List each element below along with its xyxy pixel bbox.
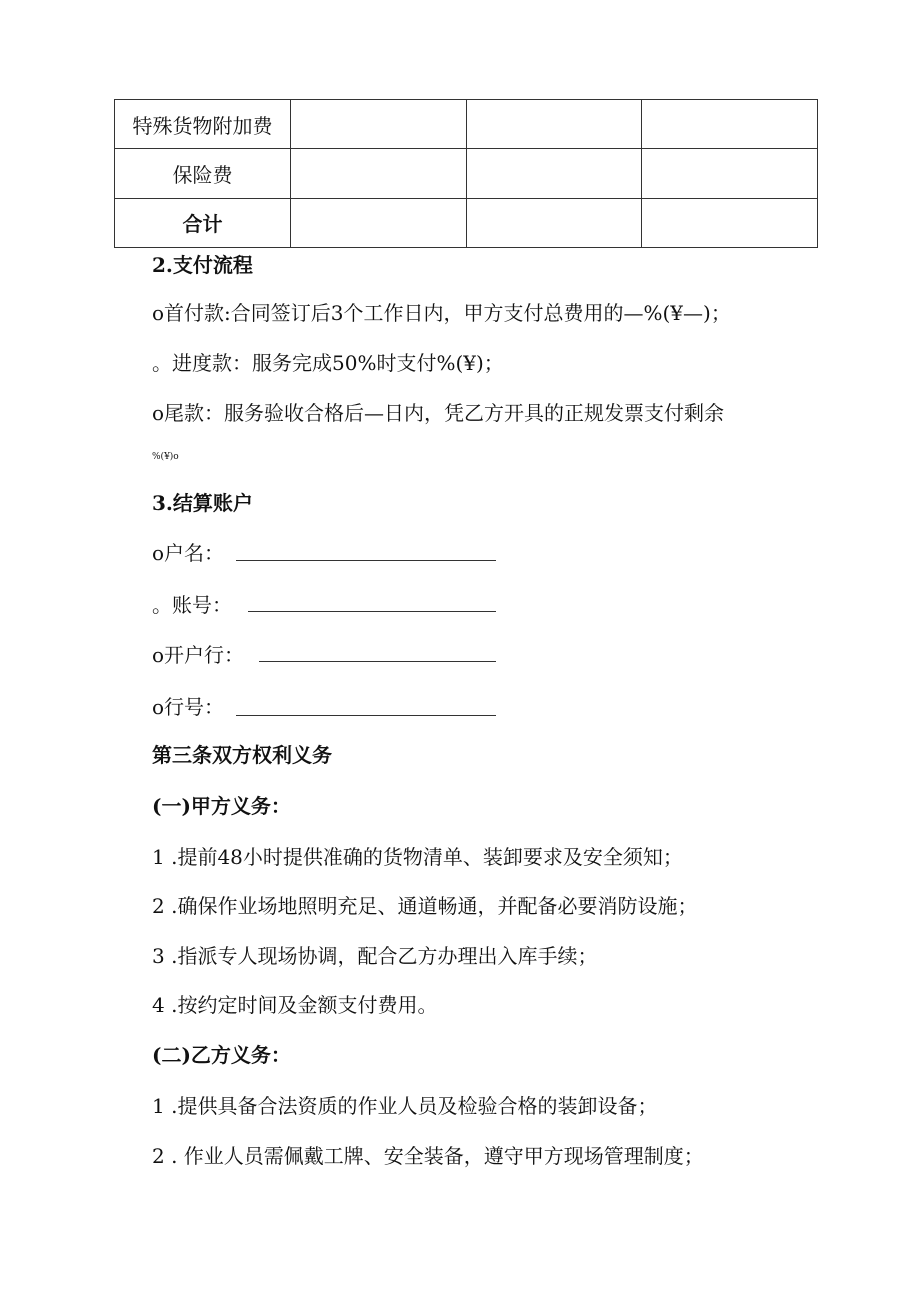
table-row (115, 198, 818, 247)
progress-payment-text: 。进度款：服务完成50%时支付%(¥)； (152, 351, 504, 375)
account-name-line (236, 560, 496, 561)
list-item: 2 . 作业人员需佩戴工牌、安全装备，遵守甲方现场管理制度； (152, 1144, 704, 1168)
final-payment-text: o尾款：服务验收合格后—日内，凭乙方开具的正规发票支付剩余 (152, 401, 725, 425)
account-number-label: 。账号： (152, 593, 232, 617)
table-cell (642, 100, 818, 149)
bank-label: o开户行： (152, 643, 245, 667)
fee-table (114, 99, 818, 248)
account-number-line (248, 611, 496, 612)
list-item: 4 .按约定时间及金额支付费用。 (152, 993, 438, 1017)
party-a-heading: (一)甲方义务： (152, 794, 291, 818)
table-cell (291, 198, 467, 247)
table-row (115, 100, 818, 149)
table-cell (291, 149, 467, 198)
list-item: 1 .提前48小时提供准确的货物清单、装卸要求及安全须知； (152, 845, 683, 869)
bank-code-line (236, 715, 496, 716)
party-b-heading: (二)乙方义务： (152, 1043, 291, 1067)
table-cell (642, 149, 818, 198)
payment-heading: 2.支付流程 (152, 253, 253, 277)
list-item: 3 .指派专人现场协调，配合乙方办理出入库手续； (152, 944, 598, 968)
row-label: 特殊货物附加费 (115, 100, 291, 149)
article-heading: 第三条双方权利义务 (152, 743, 332, 767)
list-item: 2 .确保作业场地照明充足、通道畅通，并配备必要消防设施； (152, 894, 698, 918)
table-cell (466, 100, 642, 149)
table-cell (466, 198, 642, 247)
final-payment-continuation: %(¥)o (152, 452, 179, 462)
row-label: 保险费 (115, 149, 291, 198)
table-cell (642, 198, 818, 247)
table-row (115, 149, 818, 198)
account-name-label: o户名： (152, 541, 225, 565)
first-payment-text: o首付款:合同签订后3个工作日内，甲方支付总费用的—%(¥—)； (152, 301, 731, 325)
row-label: 合计 (115, 198, 291, 247)
table-cell (466, 149, 642, 198)
bank-code-label: o行号： (152, 695, 225, 719)
list-item: 1 .提供具备合法资质的作业人员及检验合格的装卸设备； (152, 1094, 658, 1118)
table-cell (291, 100, 467, 149)
account-heading: 3.结算账户 (152, 491, 253, 515)
bank-line (259, 661, 496, 662)
